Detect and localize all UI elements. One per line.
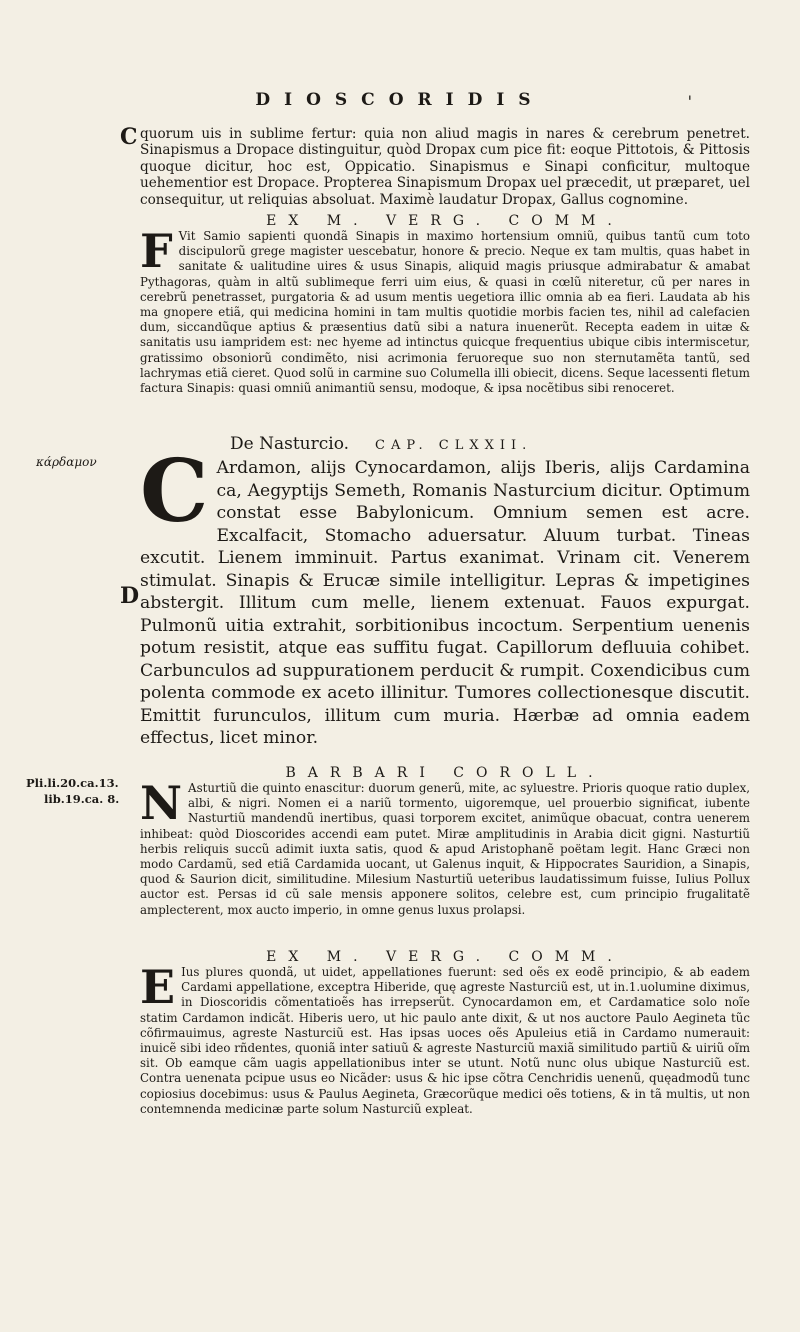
chapter-text: Ardamon, alijs Cynocardamon, alijs Iberis, alijs Cardamina ca, Aegyptijs Semeth, Romanis Nasturcium dicitur. Optimum constat esse Babylonicum. Omnium semen est acre. Excalfacit, Stomacho aduersatur. Aluum turbat. Tineas excutit. Lienem imminuit. Partus exanimat. Vrinam cit. Venerem stimulat. Sinapis & Erucæ simile intelligitur. Lepras & impetigines abstergit. Illitum cum melle, lienem extenuat. Fauos expurgat. Pulmonũ uitia extrahit, sorbitionibus incoctum. Serpentium uenenis potum resistit, atque eas suffitu fugat. Capillorum defluuia cohibet. Carbunculos ad suppurationem perducit & rumpit. Coxendicibus cum polenta commode ex aceto illinitur. Tumores collectionesque discutit. Emittit furunculos, illitum cum muria. Hærbæ ad omnia eadem effectus, licet minor. [140,458,750,748]
commentary-heading: EX M. VERG. COMM. [266,213,624,229]
drop-cap: F [140,224,173,278]
margin-greek-note: κάρδαμον [36,455,97,469]
commentary-text: Ius plures quondã, ut uidet, appellationes fuerunt: sed oẽs ex eodẽ principio, & ab eadem Cardami appellatione, exceptra Hiberide, quę agreste Nasturciũ est, ut in.1.uolumine diximus, in Dioscoridis cõmentatioẽs has irrepserũt. Cynocardamon em, et Cardamatice solo noĩe statim Cardamon indicãt. Hiberis uero, ut hic paulo ante dixit, & ut nos auctore Paulo Aegineta tũc cõfirmauimus, agreste Nasturciũ est. Has ipsas uoces oẽs Apuleius etiã in Cardamo numerauit: inuicẽ sibi ideo rñdentes, quoniã inter satiuũ & agreste Nasturciũ maxiã similitudo partiũ & uiriũ oĩm sit. Ob eamque cãm uagis appellationibus inter se utunt. Notũ nunc olus ubique Nasturciũ est. Contra uenenata pcipue usus eo Nicãder: usus & hic ipse cõtra Cenchridis uenenũ, quęadmodũ tunc copiosius docebimus: usus & Paulus Aegineta, Græcorũque medici oẽs totiens, & in tã multis, ut non contemnenda medicinæ parte solum Nasturciũ expleat. [140,965,750,1116]
commentary-barbari [140,766,750,918]
sinapismus-paragraph [140,126,750,208]
margin-reference-1: Pli.li.20.ca.13. [26,776,119,790]
drop-cap: N [140,776,183,830]
running-head: DIOSCORIDIS [255,90,545,110]
chapter-heading [230,433,750,457]
chapter-title: De Nasturcio. [230,434,350,454]
commentary-heading: BARBARI COROLL. [285,765,605,781]
commentary-heading: EX M. VERG. COMM. [266,949,624,965]
chapter-number: CAP. CLXXII. [375,438,533,453]
paragraph-text: quorum uis in sublime fertur: quia non aliud magis in nares & cerebrum penetret. Sinapismus a Dropace distinguitur, quòd Dropax cum pice fit: eoque Pittotois, & Pittosis quoque dicitur, hoc est, Oppicatio. Sinapismus e Sinapi conficitur, multoque uehementior est Dropace. Propterea Sinapismum Dropax uel præcedit, ut præparet, uel consequitur, ut reliquias absoluat. Maximè laudatur Dropax, Gallus cognomine. [140,126,750,208]
drop-cap: E [140,960,176,1014]
commentary-text: Vit Samio sapienti quondã Sinapis in maximo hortensium omniũ, quibus tantũ cum toto discipulorũ grege magister uescebatur, honore & precio. Neque ex tam multis, quas habet in sanitate & ualitudine uires & usus Sinapis, aliquid magis priusque admirabatur & amabat Pythagoras, quàm in altũ sublimeque ferri uim eius, & quasi in cœlũ niteretur, cũ per nares in cerebrũ penetrasset, purgatoria & ad usum mentis uegetiora illic omnia ab ea fieri. Laudata ab his ma gnopere etiã, qui medicina homini in tam multis quotidie morbis facien tes, nihil ad calefacien dum, siccandũque aptius & præsentius datũ sibi a natura inuenerũt. Recepta eadem in uitæ & sanitatis usu iampridem est: nec hyeme ad intinctus quicque frequentius ubique cibis intermiscetur, gratissimo obsoniorũ condimẽto, nisi acrimonia feruoreque suo non sternutamẽta tantũ, sed lachrymas etiã cieret. Quod solũ in carmine suo Columella illi obiecit, dicens. Seque lacessenti fletum factura Sinapis: quasi omniũ animantiũ sensu, modoque, & ipsa nocẽtibus sibi renoceret. [140,229,750,396]
chapter-drop-cap: C [140,441,209,542]
margin-section-letter-c: C [120,124,138,150]
margin-reference-2: lib.19.ca. 8. [44,792,120,806]
commentary-text: Asturtiũ die quinto enascitur: duorum generũ, mite, ac syluestre. Prioris quoque ratio duplex, albi, & nigri. Nomen ei a nariũ tormento, uigoremque, uel prouerbio significat, iubente Nasturtiũ mandendũ inertibus, quasi torporem excitet, animũque obacuat, contra uenerem inhibeat: quòd Dioscorides accendi eam putet. Miræ amplitudinis in Arabia dicit gigni. Nasturtiũ herbis reliquis succũ adimit iuxta satis, quod & apud Aristophanẽ poëtam legit. Hanc Græci non modo Cardamũ, sed etiã Cardamida uocant, ut Galenus inquit, & Hippocrates Sauridion, a Sinapis, quod & Saurion dicit, similitudine. Milesium Nasturtiũ ueteribus laudatissimum fuisse, Iulius Pollux auctor est. Persas id cũ sale mensis apponere solitos, celebre est, cum principio frugalitatẽ amplecterent, mox aucto imperio, in omne genus luxus prolapsi. [140,781,750,917]
commentary-vergilius-2 [140,950,750,1117]
chapter-nasturcio [140,433,750,750]
commentary-vergilius-1 [140,214,750,396]
folio-mark: ' [687,92,692,111]
margin-section-letter-d: D [120,583,140,609]
